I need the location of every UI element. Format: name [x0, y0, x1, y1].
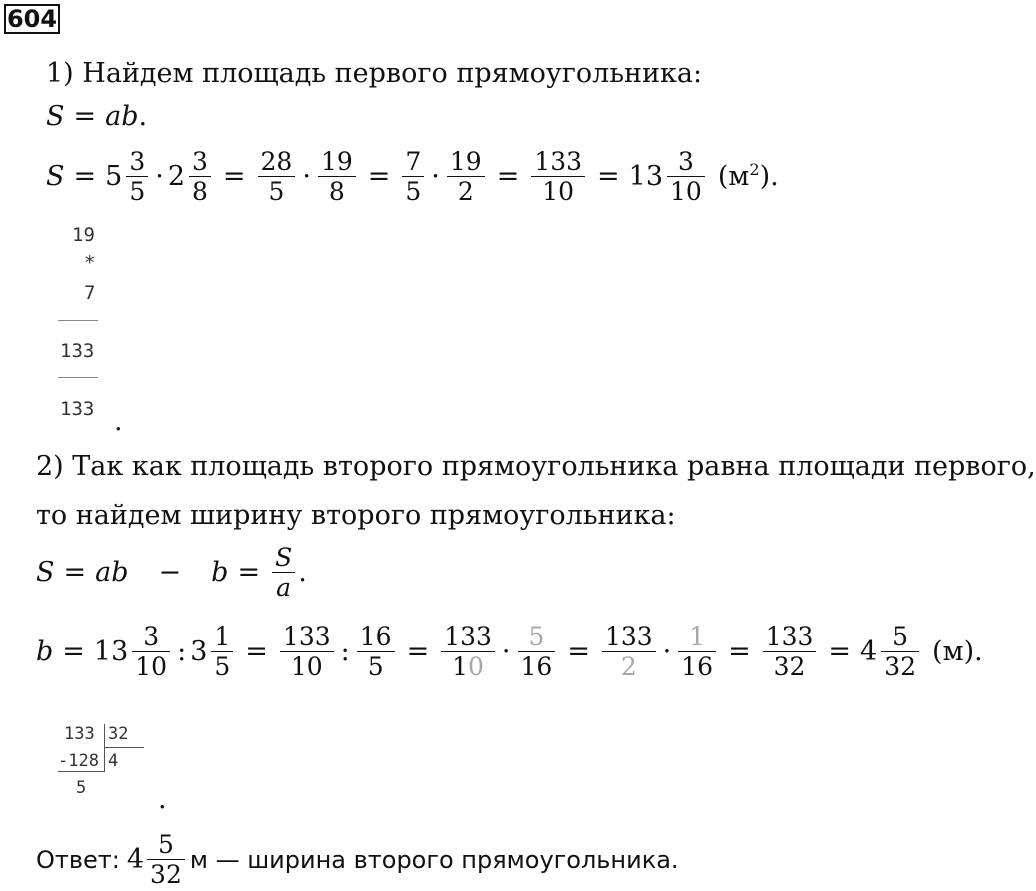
formula-eq: =	[63, 557, 87, 588]
mult-rule-2	[58, 377, 98, 378]
calc-eq: =	[62, 636, 85, 667]
division-subtract-rule	[58, 771, 104, 772]
calc-dot: ·	[155, 161, 164, 192]
part1-formula	[46, 103, 147, 130]
formula-s: S	[46, 101, 65, 132]
division-remainder: 5	[76, 778, 87, 798]
mixed2-whole: 3	[190, 636, 208, 667]
calc-colon: :	[177, 636, 187, 667]
answer-text: м — ширина второго прямоугольника.	[189, 845, 679, 874]
calc-eq: =	[828, 636, 852, 667]
result-fraction: $\frac{5}{32}$	[881, 622, 919, 681]
mixed2-whole: 2	[167, 161, 185, 192]
formula-period: .	[138, 101, 148, 132]
mixed2-fraction: $\frac{3}{8}$	[189, 147, 211, 206]
part1-calculation	[46, 147, 779, 206]
fraction-133-32: $\frac{133}{32}$	[763, 622, 817, 681]
division-subtract: -128	[58, 751, 99, 771]
mult-factor-a: 19	[72, 224, 95, 246]
part2-line1: 2) Так как площадь второго прямоугольника равна площади первого,	[36, 451, 1036, 482]
fraction-16-5: $\frac{16}{5}$	[357, 622, 395, 681]
mixed1-whole: 5	[105, 161, 123, 192]
fraction-133-2: $\frac{133}{2}$	[602, 622, 656, 681]
calc-eq: =	[406, 636, 430, 667]
division-period: .	[158, 784, 167, 815]
answer-label: Ответ:	[36, 845, 120, 874]
calc-eq: =	[73, 161, 97, 192]
mixed1-fraction: $\frac{3}{5}$	[126, 147, 148, 206]
formula-b: b	[211, 557, 229, 588]
calc-dot: ·	[662, 636, 672, 667]
fraction-19-2: $\frac{19}{2}$	[447, 147, 485, 206]
formula-eq: =	[73, 101, 97, 132]
mult-period: .	[114, 406, 123, 437]
fraction-s-over-a: $\frac{S}{a}$	[272, 543, 295, 602]
division-divisor-rule	[104, 747, 144, 748]
division-divisor: 32	[108, 724, 129, 744]
formula-ab: ab	[95, 557, 129, 588]
calc-s: S	[46, 161, 65, 192]
result-whole: 13	[628, 161, 664, 192]
fraction-1-16: $\frac{1}{16}$	[678, 622, 716, 681]
calc-b: b	[36, 636, 54, 667]
formula-ab: ab	[105, 101, 139, 132]
fraction-19-8: $\frac{19}{8}$	[318, 147, 356, 206]
part1-heading: 1) Найдем площадь первого прямоугольника:	[46, 58, 703, 89]
formula-period: .	[298, 557, 307, 588]
fraction-133-10: $\frac{133}{10}$	[280, 622, 334, 681]
answer-line	[36, 830, 679, 889]
formula-eq2: =	[237, 557, 261, 588]
calc-eq: =	[222, 161, 246, 192]
answer-fraction: $\frac{5}{32}$	[147, 830, 185, 889]
mixed1-whole: 13	[93, 636, 129, 667]
calc-dot: ·	[302, 161, 311, 192]
fraction-28-5: $\frac{28}{5}$	[258, 147, 296, 206]
mult-partial: 133	[60, 340, 95, 362]
fraction-7-5: $\frac{7}{5}$	[402, 147, 424, 206]
part2-formula	[36, 543, 307, 602]
calc-dot: ·	[431, 161, 440, 192]
mixed1-fraction: $\frac{3}{10}$	[132, 622, 170, 681]
mult-factor-b: 7	[84, 282, 96, 304]
calc-eq: =	[496, 161, 520, 192]
formula-dash: −	[158, 557, 182, 588]
answer-whole: 4	[126, 844, 145, 875]
unit: $(м^2)$.	[717, 160, 779, 192]
fraction-133-10: $\frac{133}{10}$	[531, 147, 585, 206]
division-dividend: 133	[64, 724, 95, 744]
result-fraction: $\frac{3}{10}$	[667, 147, 705, 206]
fraction-5-16-cancel: $\frac{5}{16}$	[518, 622, 556, 681]
division-vertical-rule	[104, 724, 105, 772]
mult-result: 133	[60, 398, 95, 420]
mult-operator: *	[84, 252, 96, 274]
calc-eq: =	[567, 636, 590, 667]
mult-rule-1	[58, 320, 98, 321]
calc-eq: =	[245, 636, 268, 667]
calc-eq: =	[728, 636, 751, 667]
calc-eq: =	[367, 161, 391, 192]
calc-dot: ·	[501, 636, 511, 667]
mixed2-fraction: $\frac{1}{5}$	[211, 622, 233, 681]
calc-eq: =	[597, 161, 620, 192]
part2-calculation	[36, 622, 983, 681]
division-quotient: 4	[108, 751, 119, 771]
formula-s: S	[36, 557, 55, 588]
fraction-133-10-cancel: $\frac{133}{10}$	[441, 622, 495, 681]
unit: (м).	[932, 636, 983, 667]
calc-colon: :	[340, 636, 350, 667]
problem-number: 604	[4, 4, 60, 34]
result-whole: 4	[860, 636, 878, 667]
part2-line2: то найдем ширину второго прямоугольника:	[36, 500, 676, 531]
